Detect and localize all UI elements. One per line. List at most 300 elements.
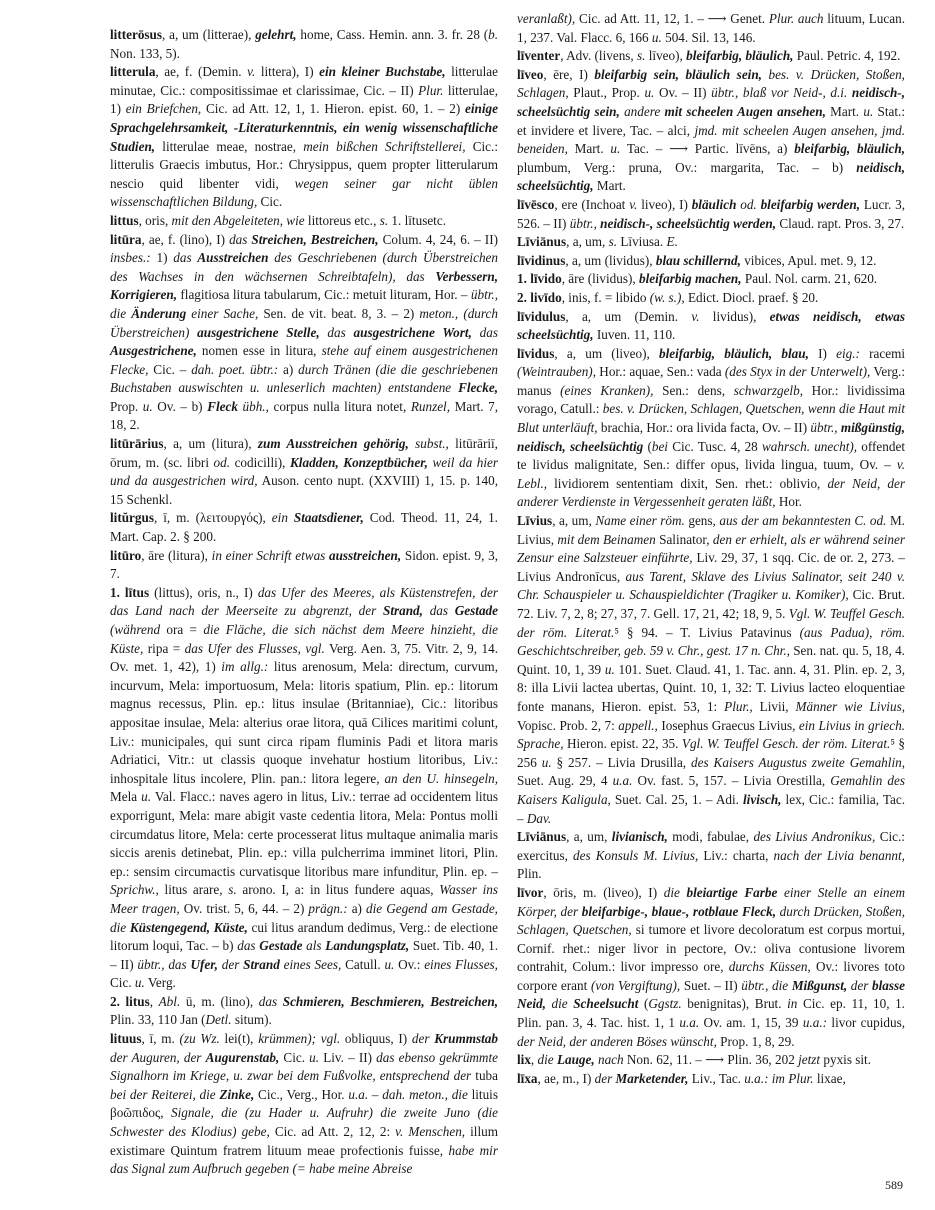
entry-text: 504. Sil. 13, 146. <box>661 29 756 45</box>
entry-text: u. <box>651 29 662 45</box>
entry-text: litterulae minutae, Cic.: compositissimae et clarissimae, Cic. – II) <box>110 64 498 98</box>
entry-text: , ī, m. <box>141 1031 180 1047</box>
entry-text: veranlaßt), <box>517 11 576 26</box>
dictionary-entry <box>517 1051 905 1070</box>
entry-text: Lauge, <box>556 1052 595 1068</box>
entry-text: Liv. 29, 37, 1 sqq. Cic. de or. 2, 273. – Livius Andronīcus, <box>517 550 905 584</box>
entry-text: , ae, m., I) <box>537 1070 595 1086</box>
entry-text: das <box>229 231 252 247</box>
entry-text: Paul. Nol. carm. 21, 620. <box>741 271 878 287</box>
entry-text: Verg. Aen. 3, 75. Vitr. 2, 9, 14. Ov. met. 1, 42), 1) <box>110 640 498 675</box>
entry-text: Cic. ad Att. 11, 12, 1. – ⟶ Genet. <box>575 11 769 26</box>
dictionary-entry <box>110 212 498 231</box>
entry-text: Hor. <box>775 494 802 510</box>
entry-headword: līventer <box>517 48 561 64</box>
entry-text: Mart. <box>825 103 864 119</box>
entry-text: Schmieren, Beschmieren, Bestreichen, <box>282 993 499 1009</box>
entry-text: das <box>237 938 260 954</box>
entry-text: Plur., <box>724 698 753 714</box>
entry-text: Augurenstab, <box>205 1049 280 1065</box>
entry-text: Plaut., Prop. <box>568 85 645 101</box>
entry-text: zum Ausstreichen gehörig, <box>257 436 409 452</box>
entry-text: (littus), oris, n., I) <box>149 584 258 600</box>
entry-text: übtr., die <box>741 977 792 993</box>
entry-text: , a, um, <box>566 829 612 845</box>
entry-text: Männer wie Livius, <box>795 698 905 714</box>
entry-headword: līvidus <box>517 345 555 361</box>
entry-text: Mart. <box>567 141 611 157</box>
entry-text: Liv., Tac. <box>688 1070 745 1086</box>
entry-text: benignitas), Brut. <box>681 996 788 1012</box>
entry-text: lei(t), <box>219 1031 259 1047</box>
entry-text: einer Sache, <box>186 305 259 321</box>
entry-text: Verg.: manus <box>517 364 905 398</box>
entry-text: s. <box>608 234 618 250</box>
entry-text: u.a. <box>612 773 633 789</box>
entry-text: bleifarbig, bläulich, blau, <box>658 345 809 361</box>
entry-text: das Ufer des Meeres, als Küstenstrefen, der das Land nach der Meerseite zu abgrenzt, der <box>110 584 499 619</box>
entry-text: Ggstz. <box>648 996 682 1012</box>
entry-text: Runzel, <box>410 398 451 414</box>
entry-text: aus Tarent, Sklave des Livius Salinator, seit 240 v. Chr. Schauspieler u. Schauspieldichter (Tragiker u. Komiker), <box>517 568 905 603</box>
entry-text: Suet. Aug. 29, 4 <box>517 773 613 789</box>
entry-text: durch Tränen (die die geschriebenen Buchstaben auswischten u. unleserlich machten) entstandene <box>110 361 498 396</box>
entry-text: , ōris, m. (liveo), I) <box>543 884 664 900</box>
entry-text: Ov. trist. 5, 6, 44. – 2) <box>179 900 309 916</box>
entry-text: bei der Reiterei, die <box>110 1086 220 1102</box>
entry-text: Wasser ins Meer tragen, <box>110 882 498 916</box>
entry-text: bläulich <box>691 196 737 212</box>
entry-text: u. <box>309 1049 320 1065</box>
entry-text: Val. Flacc.: naves agero in litus, Liv.: terrae ad occidentem litus exporrigunt, Mela: mare abigit vaste cedentia litora, Mela: Pontus molli circumdatus litore, Mela: certe processerat litus multaque animalia maris siccis arenis detinebat, Plin. ep.: villa pulcherrima imminet litori, Plin. ep.: sensim circumactis curvatisque litoribus mare infunditur, Plin. ep. – <box>110 789 498 879</box>
entry-text: tuba <box>471 1068 498 1084</box>
entry-text: Signale, die (zu Hader u. Aufruhr) die zweite Juno (die Schwester des Klodius) gebe, <box>110 1105 498 1140</box>
entry-text: Plin. 33, 110 Jan ( <box>110 1012 206 1028</box>
entry-text: jetzt <box>798 1052 821 1068</box>
entry-headword: lix <box>517 1052 531 1068</box>
entry-text: bleifarbig sein, bläulich sein, <box>594 66 762 82</box>
entry-text: Suet. – II) <box>680 977 742 993</box>
left-column <box>110 26 498 1179</box>
entry-headword: litŭrgus <box>110 510 154 526</box>
entry-text: Colum. 4, 24, 6. – II) <box>378 231 498 247</box>
entry-text: (zu Wz. <box>179 1031 220 1047</box>
entry-text: līveo), <box>645 48 687 64</box>
entry-text: I) <box>808 345 837 361</box>
entry-text: (w. s.), <box>649 289 685 305</box>
entry-text: a) <box>278 361 299 377</box>
entry-text: gens, <box>684 513 720 529</box>
entry-text: Cod. Theod. 11, 24, 1. Mart. Cap. 2. § 200. <box>110 510 498 545</box>
entry-text: littera), I) <box>255 64 320 80</box>
entry-text: im allg.: <box>221 659 269 675</box>
entry-text: bleifarbige-, blaue-, rotblaue Fleck, <box>581 903 777 919</box>
entry-text: neidisch, scheelsüchtig, <box>517 159 905 194</box>
entry-text: lixae, <box>813 1070 846 1086</box>
entry-text: die <box>663 884 687 900</box>
entry-text: Cic., Verg., Hor. <box>254 1086 349 1102</box>
entry-text: litūrāriī, ōrum, m. (sc. libri <box>110 436 498 470</box>
entry-text: u. <box>541 754 552 770</box>
entry-text: eines Sees, <box>279 956 342 972</box>
entry-text: nach der Livia benannt, <box>773 847 905 863</box>
entry-text: liveo), I) <box>637 196 692 212</box>
entry-text: Streichen, Bestreichen, <box>251 231 379 247</box>
entry-text: einer Stelle an einem Körper, der <box>517 884 905 919</box>
entry-text: brachia, Hor.: ora livida facta, Ov. – II) <box>597 420 811 436</box>
entry-text: , a, um (liveo), <box>554 345 659 361</box>
entry-text: der <box>411 1031 435 1047</box>
entry-text: aus der am bekanntesten C. od. <box>719 513 887 529</box>
entry-text: Vgl. W. Teuffel Gesch. der röm. Literat. <box>517 606 905 640</box>
entry-headword: litūra <box>110 231 142 247</box>
entry-text: Paul. Petric. 4, 192. <box>793 48 901 64</box>
entry-text: die <box>537 1052 557 1068</box>
entry-text: an den U. hinsegeln, <box>384 770 498 786</box>
entry-text: , <box>530 1052 538 1068</box>
entry-text: Dav. <box>526 810 552 826</box>
entry-text: prägn.: <box>308 900 348 916</box>
entry-text: Plur. <box>418 82 444 98</box>
entry-text: übtr., <box>569 215 601 231</box>
dictionary-entry <box>110 993 498 1030</box>
entry-text: Sen. nat. qu. 5, 18, 4. Quint. 10, 1, 39 <box>517 643 905 677</box>
entry-text: flagitiosa litura tabularum, Cic.: metuit lituram, Hor. – <box>177 287 471 303</box>
entry-text: (des Styx in der Unterwelt), <box>724 364 871 380</box>
entry-text: si tumore et livore decoloratum est corpus mortui, Cornif. rhet.: niger livor in pectore, Ov.: oliva contusione livorem contrahit, Colum.: livor impresso ore, <box>517 922 906 975</box>
entry-text: eines Flusses, <box>424 956 498 972</box>
entry-text: Ausstreichen <box>197 250 269 266</box>
entry-text: Iuven. 11, 110. <box>593 327 676 343</box>
dictionary-entry <box>110 63 498 212</box>
entry-text: ein <box>271 510 294 526</box>
entry-headword: līxa <box>517 1070 538 1086</box>
entry-text: insbes.: <box>110 250 151 266</box>
entry-text: die Fläche, die sich nächst dem Meere hinzieht, die Küste, <box>110 622 498 656</box>
entry-text: ausgestrichene Stelle, <box>197 324 320 340</box>
entry-text: Vgl. W. Teuffel Gesch. der röm. Literat. <box>681 736 891 752</box>
entry-text: Liv. – II) <box>319 1049 377 1065</box>
dictionary-entry <box>517 512 905 828</box>
entry-text: ein kleiner Buchstabe, <box>319 64 446 80</box>
entry-text: Vopisc. Prob. 2, 7: <box>517 717 619 733</box>
entry-text: E. <box>666 234 678 250</box>
entry-text: Gemahlin des Kaisers Kaligula, <box>517 773 906 807</box>
entry-text: andere <box>619 103 665 119</box>
entry-text: Non. 62, 11. – ⟶ Plin. 36, 202 <box>623 1052 799 1068</box>
entry-text: u. <box>142 398 153 414</box>
entry-text: s. <box>637 48 646 64</box>
entry-text: obliquus, I) <box>340 1031 412 1047</box>
entry-headword: līveo <box>517 66 544 82</box>
dictionary-entry <box>517 270 905 289</box>
entry-text: M. Livius, <box>517 513 905 547</box>
entry-headword: līvidulus <box>517 308 566 324</box>
entry-text: , inis, f. = libido <box>561 289 650 305</box>
entry-text: , a, um (litura), <box>163 436 258 452</box>
entry-text: u. <box>141 789 152 805</box>
entry-text: Claud. rapt. Pros. 3, 27. <box>776 215 905 231</box>
entry-text: Cic.: litterulis Graecis imbutus, Hor.: Chrysippus, quem propter litterularum nescio quid libenter vidi, <box>110 138 498 191</box>
entry-text: Hor.: aquae, Sen.: vada <box>596 364 725 380</box>
entry-text: Verbessern, Korrigieren, <box>110 268 498 303</box>
entry-text: bleifarbig machen, <box>638 271 742 287</box>
entry-text: Änderung <box>131 305 187 321</box>
entry-text: corpus nulla litura notet, <box>268 398 411 414</box>
entry-text: des Konsuls M. Livius, <box>573 847 699 863</box>
entry-text: Plur. auch <box>768 11 824 26</box>
dictionary-entry <box>517 233 905 252</box>
entry-text: , āre (lividus), <box>561 271 639 287</box>
entry-text: racemi <box>859 345 905 361</box>
entry-text: Mela <box>110 789 142 805</box>
entry-text: livianisch, <box>611 829 668 845</box>
entry-text: ( <box>638 996 649 1012</box>
dictionary-entry <box>110 584 498 993</box>
entry-text: durchs Küssen, <box>728 959 811 975</box>
entry-text: Suet. Tib. 40, 1. – II) <box>110 938 499 972</box>
entry-text: Ov. – II) <box>654 85 712 101</box>
entry-text: lividiorem sententiam dixit, Sen. rhet.: oblivio, <box>547 475 828 491</box>
entry-headword: līvidinus <box>517 252 566 268</box>
entry-text: Prop. <box>110 398 143 414</box>
dictionary-entry <box>110 26 498 63</box>
entry-text: bleifarbig, bläulich, <box>686 48 794 64</box>
entry-text: des Geschriebenen (durch Überstreichen des Wachses in den wächsernen Schreibtafeln), das <box>110 250 498 284</box>
entry-text: Catull. <box>341 956 385 972</box>
entry-text: übh., <box>237 398 269 414</box>
entry-text: mit den Abgeleiteten, wie <box>171 212 305 228</box>
entry-text: litus arare, <box>158 882 229 898</box>
entry-text: ⁵ § 256 <box>517 736 905 770</box>
entry-headword: litūro <box>110 547 142 563</box>
entry-text: der Auguren, der <box>110 1049 206 1065</box>
entry-headword: 2. livīdo <box>517 289 562 305</box>
entry-text: lex, Cic.: familia, Tac. – <box>517 791 905 826</box>
entry-text: das <box>471 324 498 340</box>
entry-text: cui litus arandum dedimus, Verg.: de electione litorum loqui, Tac. – b) <box>110 919 498 954</box>
entry-text: (Weintrauben), <box>517 364 596 380</box>
entry-text: a) <box>347 900 367 916</box>
entry-text: die Gegend am Gestade, die <box>110 900 498 935</box>
entry-text: übtr., <box>810 420 841 436</box>
entry-text: subst., <box>415 436 449 452</box>
entry-text: bei <box>651 438 668 454</box>
entry-text: des Livius Andronikus, <box>753 829 876 845</box>
entry-text: Līviusa. <box>617 234 667 250</box>
entry-text: Mart. <box>593 178 626 194</box>
entry-text: § 257. – Livia Drusilla, <box>551 754 692 770</box>
entry-text: Hor.: lividissima vorago, Catull.: <box>517 382 906 417</box>
entry-text: übtr., die <box>110 287 498 321</box>
entry-text: mein bißchen Schriftstellerei, <box>303 138 466 154</box>
entry-text: mit dem Beinamen <box>557 531 656 547</box>
entry-text: Kladden, Konzeptbücher, <box>290 454 428 470</box>
entry-text: Detl. <box>205 1012 232 1028</box>
entry-text: od. <box>736 196 761 212</box>
entry-text: übtr., blaß vor Neid-, d.i. <box>711 85 852 101</box>
entry-text: Hieron. epist. 22, 35. <box>563 736 682 752</box>
entry-text: Name einer röm. <box>595 513 685 529</box>
entry-text: , a, um, <box>566 234 609 250</box>
entry-headword: litterōsus <box>110 27 163 42</box>
entry-headword: Līvius <box>517 513 553 529</box>
entry-text: 1) <box>150 250 174 266</box>
entry-text: Prop. 1, 8, 29. <box>716 1033 795 1049</box>
entry-headword: littus <box>110 212 139 228</box>
entry-text: , a, um (Demin. <box>565 308 692 324</box>
entry-text: (während <box>110 622 161 637</box>
entry-text: Ov. fast. 5, 157. – Livia Orestilla, <box>632 773 831 789</box>
entry-text: Sprichw., <box>110 882 159 898</box>
entry-text: v. <box>247 64 256 80</box>
entry-text: in einer Schrift etwas <box>211 547 329 563</box>
entry-text: plumbum, Verg.: pruna, Ov.: margarita, Tac. – b) <box>517 159 857 175</box>
dictionary-entry <box>517 308 905 345</box>
entry-text: Lucr. 3, 526. – II) <box>517 196 906 231</box>
entry-text: des Kaisers Augustus zweite Gemahlin, <box>691 754 905 770</box>
entry-text: u.a. – dah. meton., die <box>348 1086 468 1102</box>
entry-text: das ebenso gekrümmte Signalhorn im Kriege, u. zwar bei dem Fußvolke, entsprechend der <box>110 1049 498 1084</box>
entry-text: (aus Padua), röm. Geschichtschreiber, geb. 59 v. Chr., gest. 17 n. Chr., <box>517 624 905 659</box>
entry-text: als <box>302 938 326 954</box>
entry-text: arono. I, a: in litus fundere aquas, <box>236 882 440 898</box>
entry-text: livor cupidus, <box>827 1015 906 1031</box>
entry-text: schwarzgelb, <box>733 382 803 398</box>
entry-text: u. <box>863 103 874 119</box>
entry-text: illum existimare Quintum fratrem lituum meae profectionis fuisse, <box>110 1124 498 1158</box>
entry-text: Tac. – ⟶ Partic. līvēns, a) <box>620 141 795 157</box>
entry-headword: 1. līvido <box>517 271 562 287</box>
entry-text: Gestade <box>454 603 498 619</box>
entry-text: Cic. ad Att. 2, 12, 2: <box>269 1124 396 1140</box>
entry-text: der <box>217 956 244 972</box>
entry-text: Auson. cento nupt. (XXVIII) 1, 15. p. 140, 15 Schenkl. <box>110 473 498 507</box>
entry-text: Sidon. epist. 9, 3, 7. <box>110 547 499 582</box>
dictionary-entry <box>517 47 905 66</box>
entry-text: blasse Neid, <box>517 977 905 1012</box>
entry-text: bleiartige Farbe <box>686 884 778 900</box>
entry-text: Ufer, <box>190 956 218 972</box>
entry-headword: litterula <box>110 64 156 80</box>
entry-text: gelehrt, <box>255 27 297 42</box>
entry-text: Non. 133, 5). <box>110 45 180 61</box>
entry-text: modi, fabulae, <box>667 829 754 845</box>
entry-text: bleifarbig, bläulich, <box>794 141 905 157</box>
entry-text: einige Sprachgelehrsamkeit, -Literaturkenntnis, ein wenig wissenschaftliche Studien, <box>110 101 498 154</box>
dictionary-entry <box>110 231 498 436</box>
entry-text: s. <box>228 882 237 898</box>
entry-text: wegen seiner gar nicht üblen wissenschaftlichen Bildung, <box>110 175 498 210</box>
entry-text: Abl. <box>158 993 181 1009</box>
entry-text: Cic. <box>110 975 135 991</box>
entry-text: Marketender, <box>615 1070 689 1086</box>
entry-text: Gestade <box>259 938 303 954</box>
dictionary-entry <box>517 66 905 196</box>
dictionary-entry <box>110 509 498 546</box>
entry-text: appell., <box>618 717 658 733</box>
entry-text: Plin. <box>517 866 542 882</box>
entry-text: nomen esse in litura, <box>196 343 322 359</box>
entry-text: Edict. Diocl. praef. § 20. <box>684 289 819 305</box>
page-number: 589 <box>885 1178 903 1192</box>
entry-text: , ae, f. (Demin. <box>155 64 248 80</box>
entry-text: Verg. <box>144 975 176 991</box>
entry-text: Livii, <box>752 698 796 714</box>
dictionary-entry <box>517 10 905 47</box>
entry-text: ( <box>643 438 652 454</box>
entry-text: die <box>545 996 574 1012</box>
entry-text: ein Briefchen, <box>125 101 202 117</box>
entry-text: Cic. ep. 11, 10, 1. Plin. pan. 3, 4. Tac. hist. 1, 1 <box>517 996 905 1031</box>
entry-text: Cic. – <box>148 361 192 377</box>
entry-text: in <box>787 996 798 1012</box>
entry-text: Salinator, <box>655 531 713 547</box>
entry-text: ū, m. (lino), <box>180 993 259 1009</box>
entry-text: das <box>422 603 455 619</box>
entry-text: u. <box>134 975 145 991</box>
entry-text: lituum, Lucan. 1, 237. Val. Flacc. 6, 166 <box>517 11 905 45</box>
entry-text: meton., (durch Überstreichen) <box>110 305 498 340</box>
entry-text: u.a.: im Plur. <box>744 1070 814 1086</box>
entry-text: livisch, <box>743 791 782 807</box>
entry-headword: Līviānus <box>517 234 567 250</box>
entry-text: , Adv. (livens, <box>560 48 638 64</box>
entry-headword: Līviānus <box>517 829 567 845</box>
entry-text: der Neid, der anderen Böses wünscht, <box>517 1033 717 1049</box>
entry-text: Mißgunst, <box>791 977 848 993</box>
entry-headword: līvēsco <box>517 196 555 212</box>
dictionary-entry <box>110 547 498 584</box>
entry-text: u.a. <box>679 1015 700 1031</box>
entry-text: offendet te lividus malignitate, Sen.: differ opus, livida lingua, tuum, Ov. – <box>517 438 905 473</box>
entry-text: u. <box>384 956 395 972</box>
entry-text: pyxis sit. <box>820 1052 872 1068</box>
entry-text: ausstreichen, <box>328 547 402 563</box>
entry-text: home, Cass. Hemin. ann. 3. fr. 28 ( <box>296 27 489 42</box>
entry-text: Liv.: charta, <box>698 847 774 863</box>
entry-text: , a, um (litterae), <box>162 27 256 42</box>
dictionary-entry <box>517 196 905 233</box>
right-column <box>517 10 905 1088</box>
entry-headword: lituus <box>110 1031 142 1047</box>
entry-text: Ov.: <box>394 956 425 972</box>
entry-text: s. <box>379 212 389 228</box>
entry-text: ora = <box>160 622 204 637</box>
entry-text: vibices, Apul. met. 9, 12. <box>740 252 877 268</box>
entry-text: Sen. de vit. beat. 8, 3. – 2) <box>258 305 420 321</box>
entry-text: 1. lītusetc. <box>388 212 446 228</box>
entry-text: , oris, <box>138 212 172 228</box>
entry-text: ⁵ § 94. – T. Livius Patavinus <box>614 624 800 640</box>
entry-text: codicilli), <box>230 454 291 470</box>
entry-text: neidisch-, scheelsüchtig werden, <box>600 215 777 231</box>
entry-text: od. <box>213 454 231 470</box>
entry-text: u. <box>604 661 615 677</box>
entry-headword: litūrārius <box>110 436 164 452</box>
entry-text: u. <box>644 85 655 101</box>
entry-text: Cic. Tusc. 4, 28 <box>667 438 762 454</box>
entry-text: Cic. ad Att. 12, 1, 1. Hieron. epist. 60, 1. – 2) <box>201 101 466 117</box>
entry-text: Strand, <box>382 603 423 619</box>
entry-text: Stat.: et invidere et livere, Tac. – alci, <box>517 103 906 138</box>
entry-text: Ov. am. 1, 15, 39 <box>699 1015 803 1031</box>
entry-text: durch Drücken, Stoßen, Schlagen, Quetschen, <box>517 903 906 938</box>
entry-headword: 2. litus <box>110 993 150 1009</box>
dictionary-entry <box>517 828 905 884</box>
entry-text: v. <box>691 308 700 324</box>
entry-text: v. Menschen, <box>395 1124 466 1140</box>
